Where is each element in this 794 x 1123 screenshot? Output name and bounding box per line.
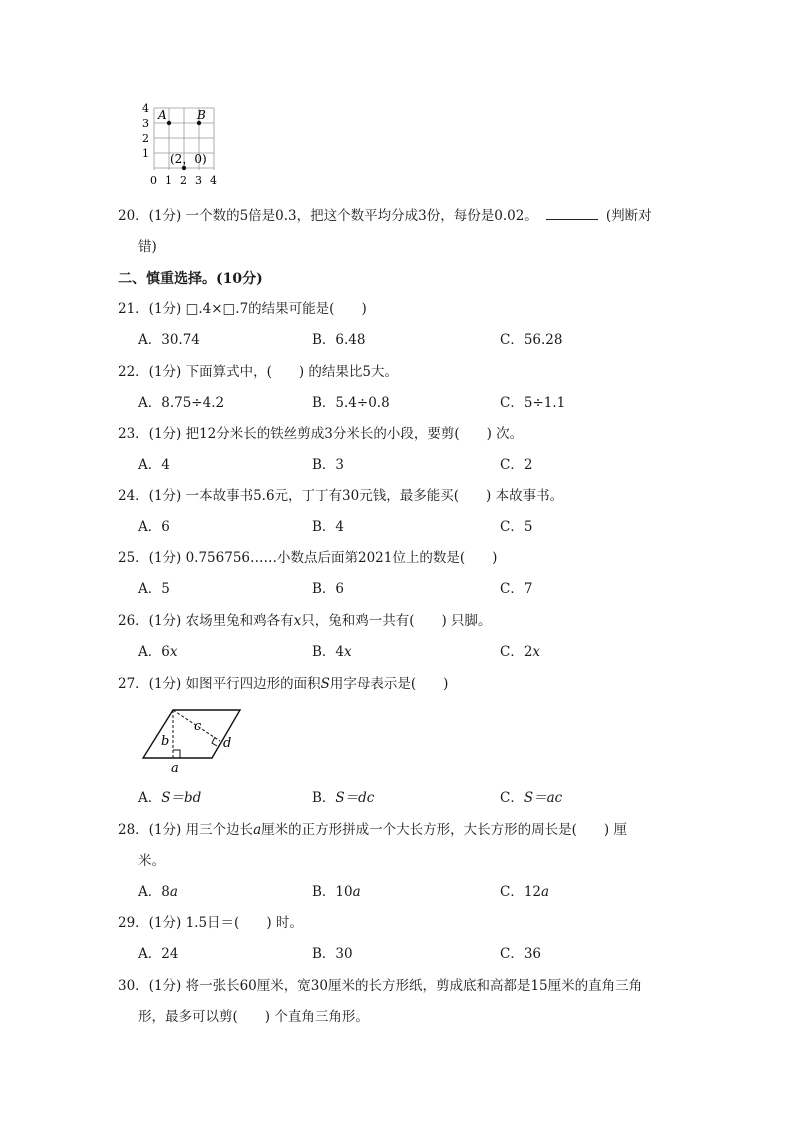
- q23-option-c[interactable]: C．2: [500, 457, 533, 473]
- point-b-label: B: [197, 108, 206, 122]
- q26-option-b[interactable]: B．4x: [312, 644, 352, 660]
- question-29: 29．(1分) 1.5日＝( ) 时。: [118, 915, 303, 931]
- q23-option-b[interactable]: B．3: [312, 457, 345, 473]
- q28-option-c[interactable]: C．12a: [500, 884, 550, 900]
- question-20-line2: 错): [138, 239, 157, 255]
- q28-option-b[interactable]: B．10a: [312, 884, 361, 900]
- y-tick-4: 4: [142, 102, 149, 115]
- q26-option-c[interactable]: C．2x: [500, 644, 541, 660]
- label-d: d: [223, 736, 232, 751]
- coord-label: (2，0): [170, 152, 207, 166]
- question-30-line1: 30．(1分) 将一张长60厘米，宽30厘米的长方形纸，剪成底和高都是15厘米的直角三角: [118, 978, 643, 994]
- q25-option-b[interactable]: B．6: [312, 581, 345, 597]
- q23-option-a[interactable]: A．4: [138, 457, 170, 473]
- x-tick-4: 4: [210, 174, 217, 187]
- q21-option-b[interactable]: B．6.48: [312, 332, 366, 348]
- q27-option-c[interactable]: C．S＝ac: [500, 790, 563, 806]
- q28-option-a[interactable]: A．8a: [138, 884, 178, 900]
- q21-option-c[interactable]: C．56.28: [500, 332, 563, 348]
- question-21: 21．(1分) □.4×□.7的结果可能是( ): [118, 301, 367, 317]
- question-22: 22．(1分) 下面算式中，( ) 的结果比5大。: [118, 364, 399, 380]
- y-tick-2: 2: [142, 132, 149, 145]
- q22-option-b[interactable]: B．5.4÷0.8: [312, 395, 390, 411]
- question-28-line2: 米。: [138, 853, 165, 869]
- q29-option-c[interactable]: C．36: [500, 946, 542, 962]
- coordinate-grid-figure: [140, 100, 230, 188]
- answer-blank[interactable]: [546, 207, 598, 220]
- q24-option-b[interactable]: B．4: [312, 519, 345, 535]
- y-tick-1: 1: [142, 147, 149, 160]
- q22-option-a[interactable]: A．8.75÷4.2: [138, 395, 225, 411]
- question-25: 25．(1分) 0.756756……小数点后面第2021位上的数是( ): [118, 550, 498, 566]
- question-30-line2: 形，最多可以剪( ) 个直角三角形。: [138, 1009, 369, 1025]
- q21-option-a[interactable]: A．30.74: [138, 332, 200, 348]
- question-20-line1: 20．(1分) 一个数的5倍是0.3，把这个数平均分成3份，每份是0.02。 (判断对: [118, 208, 652, 224]
- label-b: b: [161, 734, 170, 749]
- question-26: 26．(1分) 农场里兔和鸡各有x只，兔和鸡一共有( ) 只脚。: [118, 613, 492, 629]
- q29-option-b[interactable]: B．30: [312, 946, 353, 962]
- q24-option-a[interactable]: A．6: [138, 519, 170, 535]
- q22-option-c[interactable]: C．5÷1.1: [500, 395, 566, 411]
- q24-option-c[interactable]: C．5: [500, 519, 533, 535]
- y-tick-3: 3: [142, 117, 149, 130]
- x-tick-3: 3: [195, 174, 202, 187]
- q29-option-a[interactable]: A．24: [138, 946, 179, 962]
- label-c: c: [194, 719, 202, 734]
- x-tick-1: 1: [165, 174, 172, 187]
- point-a-label: A: [158, 108, 167, 122]
- q25-option-c[interactable]: C．7: [500, 581, 533, 597]
- label-a: a: [171, 761, 179, 775]
- point-20-dot: [182, 166, 186, 170]
- question-28-line1: 28．(1分) 用三个边长a厘米的正方形拼成一个大长方形，大长方形的周长是( ) 厘: [118, 822, 627, 838]
- section-title: 二、慎重选择。(10分): [118, 271, 263, 287]
- x-tick-2: 2: [180, 174, 187, 187]
- point-a-dot: [167, 121, 171, 125]
- parallelogram-figure: [138, 705, 248, 775]
- question-27: 27．(1分) 如图平行四边形的面积S用字母表示是( ): [118, 676, 449, 692]
- right-angle-mark-b: [173, 750, 180, 758]
- question-23: 23．(1分) 把12分米长的铁丝剪成3分米长的小段，要剪( ) 次。: [118, 426, 524, 442]
- q27-option-b[interactable]: B．S＝dc: [312, 790, 375, 806]
- x-tick-0: 0: [150, 174, 157, 187]
- q25-option-a[interactable]: A．5: [138, 581, 170, 597]
- q26-option-a[interactable]: A．6x: [138, 644, 178, 660]
- question-24: 24．(1分) 一本故事书5.6元，丁丁有30元钱，最多能买( ) 本故事书。: [118, 488, 564, 504]
- q27-option-a[interactable]: A．S＝bd: [138, 790, 202, 806]
